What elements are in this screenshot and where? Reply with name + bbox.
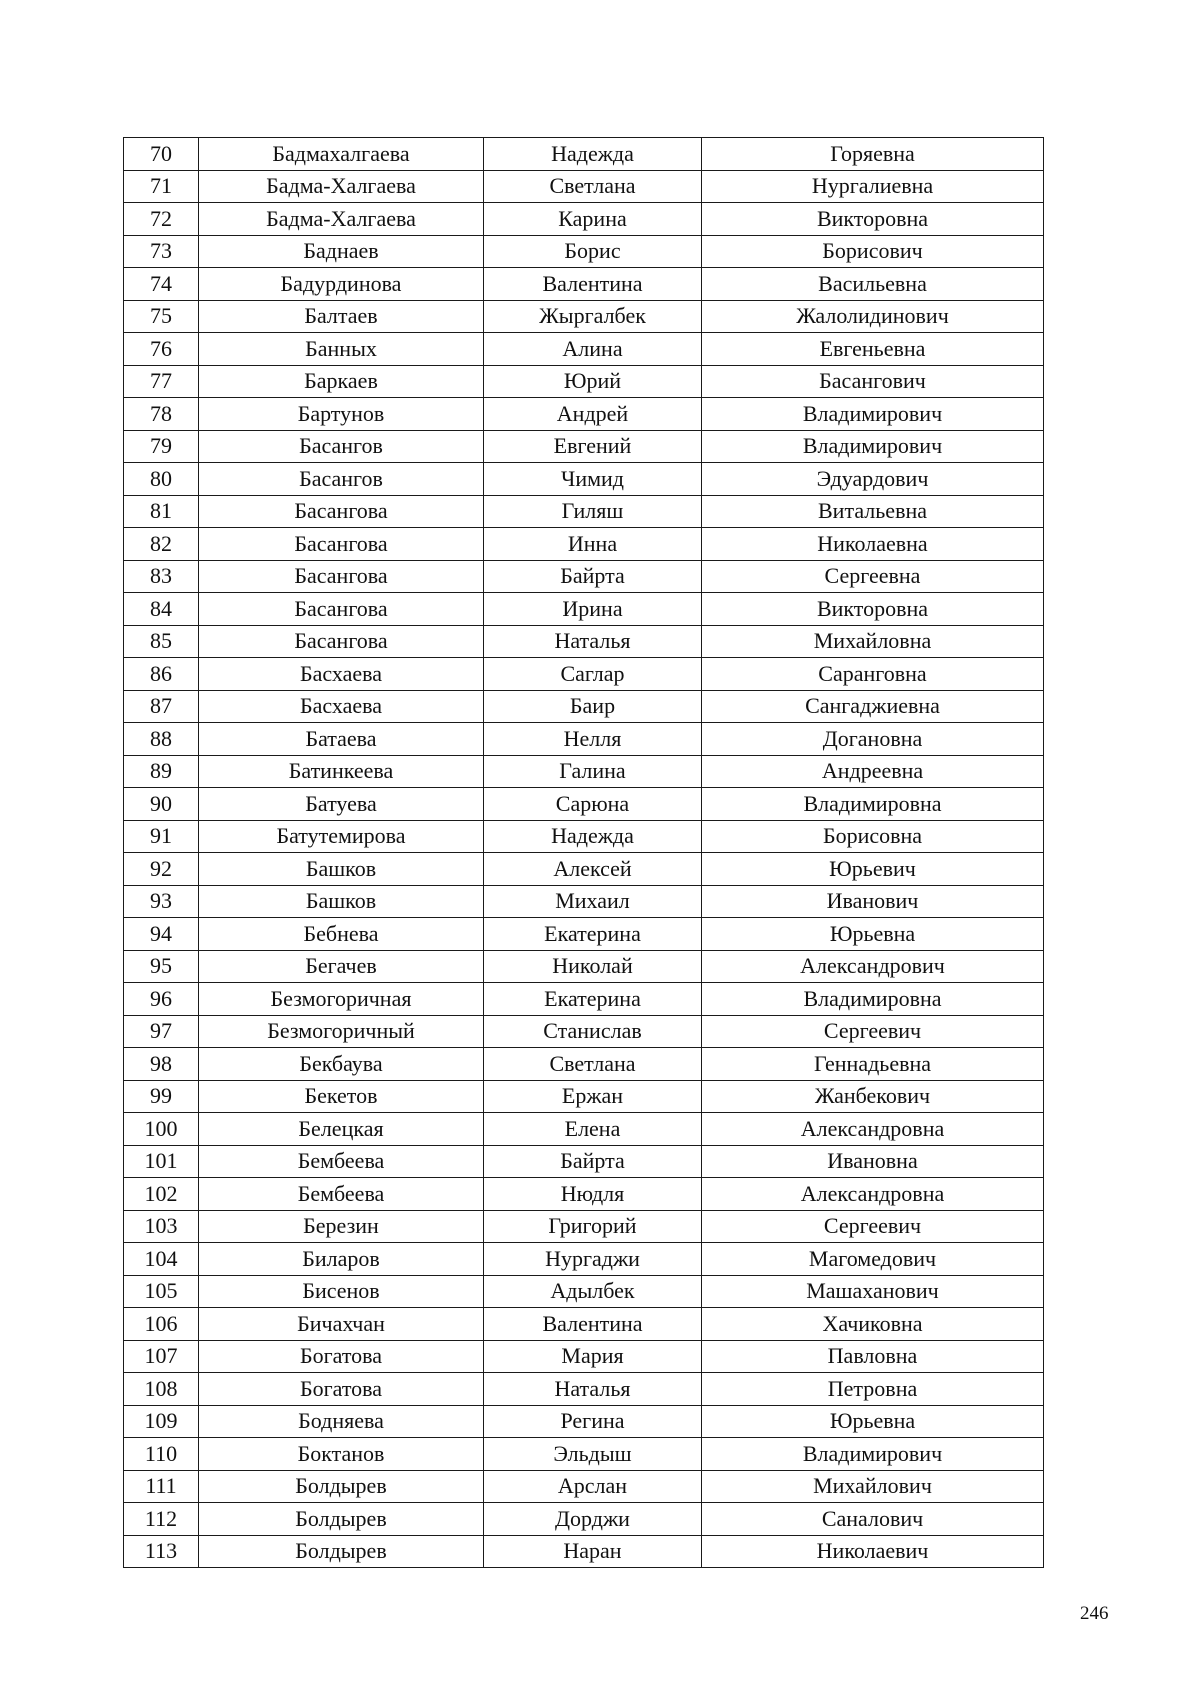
first-name-cell: Андрей (484, 398, 702, 431)
patronymic-cell: Андреевна (702, 755, 1044, 788)
first-name-cell: Мария (484, 1340, 702, 1373)
row-number-cell: 75 (124, 300, 199, 333)
table-row (124, 268, 1044, 301)
first-name-cell: Регина (484, 1405, 702, 1438)
row-number-cell: 77 (124, 365, 199, 398)
first-name-cell: Екатерина (484, 983, 702, 1016)
surname-cell: Богатова (199, 1340, 484, 1373)
row-number-cell: 82 (124, 528, 199, 561)
patronymic-cell: Михайловна (702, 625, 1044, 658)
surname-cell: Баркаев (199, 365, 484, 398)
row-number-cell: 84 (124, 593, 199, 626)
first-name-cell: Адылбек (484, 1275, 702, 1308)
table-row (124, 1113, 1044, 1146)
surname-cell: Батинкеева (199, 755, 484, 788)
first-name-cell: Гиляш (484, 495, 702, 528)
row-number-cell: 105 (124, 1275, 199, 1308)
patronymic-cell: Сергеевна (702, 560, 1044, 593)
first-name-cell: Ирина (484, 593, 702, 626)
row-number-cell: 91 (124, 820, 199, 853)
first-name-cell: Надежда (484, 138, 702, 171)
names-table (123, 137, 1044, 1568)
table-row (124, 625, 1044, 658)
patronymic-cell: Хачиковна (702, 1308, 1044, 1341)
table-row (124, 885, 1044, 918)
surname-cell: Бекетов (199, 1080, 484, 1113)
surname-cell: Бембеева (199, 1178, 484, 1211)
surname-cell: Бебнева (199, 918, 484, 951)
row-number-cell: 108 (124, 1373, 199, 1406)
surname-cell: Басангова (199, 560, 484, 593)
table-row (124, 593, 1044, 626)
first-name-cell: Надежда (484, 820, 702, 853)
first-name-cell: Байрта (484, 560, 702, 593)
first-name-cell: Станислав (484, 1015, 702, 1048)
table-row (124, 820, 1044, 853)
first-name-cell: Карина (484, 203, 702, 236)
row-number-cell: 113 (124, 1535, 199, 1568)
table-row (124, 690, 1044, 723)
surname-cell: Балтаев (199, 300, 484, 333)
patronymic-cell: Владимировна (702, 788, 1044, 821)
row-number-cell: 107 (124, 1340, 199, 1373)
first-name-cell: Чимид (484, 463, 702, 496)
surname-cell: Бадма-Халгаева (199, 203, 484, 236)
surname-cell: Басангова (199, 495, 484, 528)
patronymic-cell: Ивановна (702, 1145, 1044, 1178)
patronymic-cell: Машаханович (702, 1275, 1044, 1308)
first-name-cell: Михаил (484, 885, 702, 918)
row-number-cell: 79 (124, 430, 199, 463)
first-name-cell: Елена (484, 1113, 702, 1146)
patronymic-cell: Юрьевна (702, 918, 1044, 951)
patronymic-cell: Владимирович (702, 398, 1044, 431)
patronymic-cell: Васильевна (702, 268, 1044, 301)
surname-cell: Баднаев (199, 235, 484, 268)
row-number-cell: 80 (124, 463, 199, 496)
row-number-cell: 109 (124, 1405, 199, 1438)
patronymic-cell: Борисовна (702, 820, 1044, 853)
first-name-cell: Валентина (484, 1308, 702, 1341)
row-number-cell: 76 (124, 333, 199, 366)
patronymic-cell: Александрович (702, 950, 1044, 983)
surname-cell: Басангова (199, 528, 484, 561)
patronymic-cell: Николаевна (702, 528, 1044, 561)
first-name-cell: Арслан (484, 1470, 702, 1503)
table-row (124, 723, 1044, 756)
table-row (124, 983, 1044, 1016)
row-number-cell: 103 (124, 1210, 199, 1243)
table-row (124, 495, 1044, 528)
table-row (124, 918, 1044, 951)
first-name-cell: Евгений (484, 430, 702, 463)
surname-cell: Бегачев (199, 950, 484, 983)
patronymic-cell: Владимировна (702, 983, 1044, 1016)
surname-cell: Бекбаува (199, 1048, 484, 1081)
surname-cell: Бисенов (199, 1275, 484, 1308)
patronymic-cell: Николаевич (702, 1535, 1044, 1568)
row-number-cell: 70 (124, 138, 199, 171)
table-row (124, 203, 1044, 236)
patronymic-cell: Жалолидинович (702, 300, 1044, 333)
surname-cell: Боктанов (199, 1438, 484, 1471)
surname-cell: Басангов (199, 430, 484, 463)
patronymic-cell: Нургалиевна (702, 170, 1044, 203)
first-name-cell: Юрий (484, 365, 702, 398)
surname-cell: Бембеева (199, 1145, 484, 1178)
table-row (124, 463, 1044, 496)
table-row (124, 1535, 1044, 1568)
patronymic-cell: Сергеевич (702, 1210, 1044, 1243)
patronymic-cell: Владимирович (702, 1438, 1044, 1471)
table-row (124, 1438, 1044, 1471)
table-row (124, 755, 1044, 788)
row-number-cell: 78 (124, 398, 199, 431)
row-number-cell: 97 (124, 1015, 199, 1048)
row-number-cell: 93 (124, 885, 199, 918)
patronymic-cell: Викторовна (702, 203, 1044, 236)
table-row (124, 528, 1044, 561)
first-name-cell: Наран (484, 1535, 702, 1568)
row-number-cell: 71 (124, 170, 199, 203)
row-number-cell: 83 (124, 560, 199, 593)
first-name-cell: Инна (484, 528, 702, 561)
row-number-cell: 73 (124, 235, 199, 268)
surname-cell: Бадма-Халгаева (199, 170, 484, 203)
first-name-cell: Нюдля (484, 1178, 702, 1211)
surname-cell: Батаева (199, 723, 484, 756)
table-row (124, 1178, 1044, 1211)
table-row (124, 1275, 1044, 1308)
row-number-cell: 72 (124, 203, 199, 236)
row-number-cell: 110 (124, 1438, 199, 1471)
row-number-cell: 87 (124, 690, 199, 723)
table-row (124, 788, 1044, 821)
row-number-cell: 99 (124, 1080, 199, 1113)
row-number-cell: 81 (124, 495, 199, 528)
row-number-cell: 100 (124, 1113, 199, 1146)
patronymic-cell: Басангович (702, 365, 1044, 398)
row-number-cell: 88 (124, 723, 199, 756)
surname-cell: Биларов (199, 1243, 484, 1276)
surname-cell: Басангова (199, 625, 484, 658)
table-row (124, 398, 1044, 431)
patronymic-cell: Юрьевич (702, 853, 1044, 886)
surname-cell: Бичахчан (199, 1308, 484, 1341)
table-row (124, 138, 1044, 171)
row-number-cell: 86 (124, 658, 199, 691)
table-row (124, 1145, 1044, 1178)
patronymic-cell: Сергеевич (702, 1015, 1044, 1048)
names-table-body (124, 138, 1044, 1568)
first-name-cell: Галина (484, 755, 702, 788)
table-row (124, 1080, 1044, 1113)
row-number-cell: 106 (124, 1308, 199, 1341)
row-number-cell: 85 (124, 625, 199, 658)
patronymic-cell: Геннадьевна (702, 1048, 1044, 1081)
table-row (124, 1210, 1044, 1243)
row-number-cell: 94 (124, 918, 199, 951)
row-number-cell: 96 (124, 983, 199, 1016)
table-row (124, 560, 1044, 593)
patronymic-cell: Витальевна (702, 495, 1044, 528)
row-number-cell: 102 (124, 1178, 199, 1211)
first-name-cell: Дорджи (484, 1503, 702, 1536)
first-name-cell: Светлана (484, 170, 702, 203)
page-number: 246 (1080, 1603, 1109, 1624)
patronymic-cell: Эдуардович (702, 463, 1044, 496)
patronymic-cell: Михайлович (702, 1470, 1044, 1503)
row-number-cell: 104 (124, 1243, 199, 1276)
surname-cell: Бодняева (199, 1405, 484, 1438)
row-number-cell: 89 (124, 755, 199, 788)
surname-cell: Батуева (199, 788, 484, 821)
patronymic-cell: Петровна (702, 1373, 1044, 1406)
first-name-cell: Эльдыш (484, 1438, 702, 1471)
patronymic-cell: Викторовна (702, 593, 1044, 626)
patronymic-cell: Сангаджиевна (702, 690, 1044, 723)
first-name-cell: Николай (484, 950, 702, 983)
surname-cell: Басхаева (199, 658, 484, 691)
patronymic-cell: Иванович (702, 885, 1044, 918)
row-number-cell: 92 (124, 853, 199, 886)
table-row (124, 1048, 1044, 1081)
patronymic-cell: Саранговна (702, 658, 1044, 691)
row-number-cell: 101 (124, 1145, 199, 1178)
first-name-cell: Светлана (484, 1048, 702, 1081)
table-row (124, 333, 1044, 366)
first-name-cell: Алина (484, 333, 702, 366)
patronymic-cell: Владимирович (702, 430, 1044, 463)
first-name-cell: Сарюна (484, 788, 702, 821)
row-number-cell: 111 (124, 1470, 199, 1503)
table-row (124, 658, 1044, 691)
patronymic-cell: Юрьевна (702, 1405, 1044, 1438)
first-name-cell: Наталья (484, 625, 702, 658)
table-row (124, 300, 1044, 333)
first-name-cell: Нургаджи (484, 1243, 702, 1276)
surname-cell: Басхаева (199, 690, 484, 723)
patronymic-cell: Жанбекович (702, 1080, 1044, 1113)
surname-cell: Башков (199, 853, 484, 886)
first-name-cell: Наталья (484, 1373, 702, 1406)
surname-cell: Бартунов (199, 398, 484, 431)
patronymic-cell: Евгеньевна (702, 333, 1044, 366)
table-row (124, 1405, 1044, 1438)
table-row (124, 1373, 1044, 1406)
first-name-cell: Екатерина (484, 918, 702, 951)
table-row (124, 430, 1044, 463)
first-name-cell: Валентина (484, 268, 702, 301)
patronymic-cell: Борисович (702, 235, 1044, 268)
surname-cell: Болдырев (199, 1503, 484, 1536)
first-name-cell: Григорий (484, 1210, 702, 1243)
table-row (124, 1340, 1044, 1373)
table-row (124, 1243, 1044, 1276)
surname-cell: Бадурдинова (199, 268, 484, 301)
patronymic-cell: Горяевна (702, 138, 1044, 171)
surname-cell: Бадмахалгаева (199, 138, 484, 171)
surname-cell: Березин (199, 1210, 484, 1243)
patronymic-cell: Догановна (702, 723, 1044, 756)
surname-cell: Безмогоричный (199, 1015, 484, 1048)
patronymic-cell: Саналович (702, 1503, 1044, 1536)
row-number-cell: 90 (124, 788, 199, 821)
first-name-cell: Баир (484, 690, 702, 723)
surname-cell: Басангов (199, 463, 484, 496)
table-row (124, 235, 1044, 268)
patronymic-cell: Александровна (702, 1178, 1044, 1211)
table-row (124, 1470, 1044, 1503)
surname-cell: Богатова (199, 1373, 484, 1406)
first-name-cell: Нелля (484, 723, 702, 756)
surname-cell: Банных (199, 333, 484, 366)
first-name-cell: Борис (484, 235, 702, 268)
surname-cell: Белецкая (199, 1113, 484, 1146)
patronymic-cell: Александровна (702, 1113, 1044, 1146)
first-name-cell: Ержан (484, 1080, 702, 1113)
surname-cell: Болдырев (199, 1470, 484, 1503)
surname-cell: Башков (199, 885, 484, 918)
row-number-cell: 112 (124, 1503, 199, 1536)
table-row (124, 853, 1044, 886)
patronymic-cell: Магомедович (702, 1243, 1044, 1276)
patronymic-cell: Павловна (702, 1340, 1044, 1373)
table-row (124, 1308, 1044, 1341)
table-row (124, 950, 1044, 983)
table-row (124, 1015, 1044, 1048)
first-name-cell: Алексей (484, 853, 702, 886)
row-number-cell: 95 (124, 950, 199, 983)
row-number-cell: 74 (124, 268, 199, 301)
table-row (124, 365, 1044, 398)
surname-cell: Батутемирова (199, 820, 484, 853)
table-row (124, 170, 1044, 203)
table-row (124, 1503, 1044, 1536)
surname-cell: Болдырев (199, 1535, 484, 1568)
surname-cell: Басангова (199, 593, 484, 626)
surname-cell: Безмогоричная (199, 983, 484, 1016)
first-name-cell: Байрта (484, 1145, 702, 1178)
first-name-cell: Саглар (484, 658, 702, 691)
row-number-cell: 98 (124, 1048, 199, 1081)
first-name-cell: Жыргалбек (484, 300, 702, 333)
